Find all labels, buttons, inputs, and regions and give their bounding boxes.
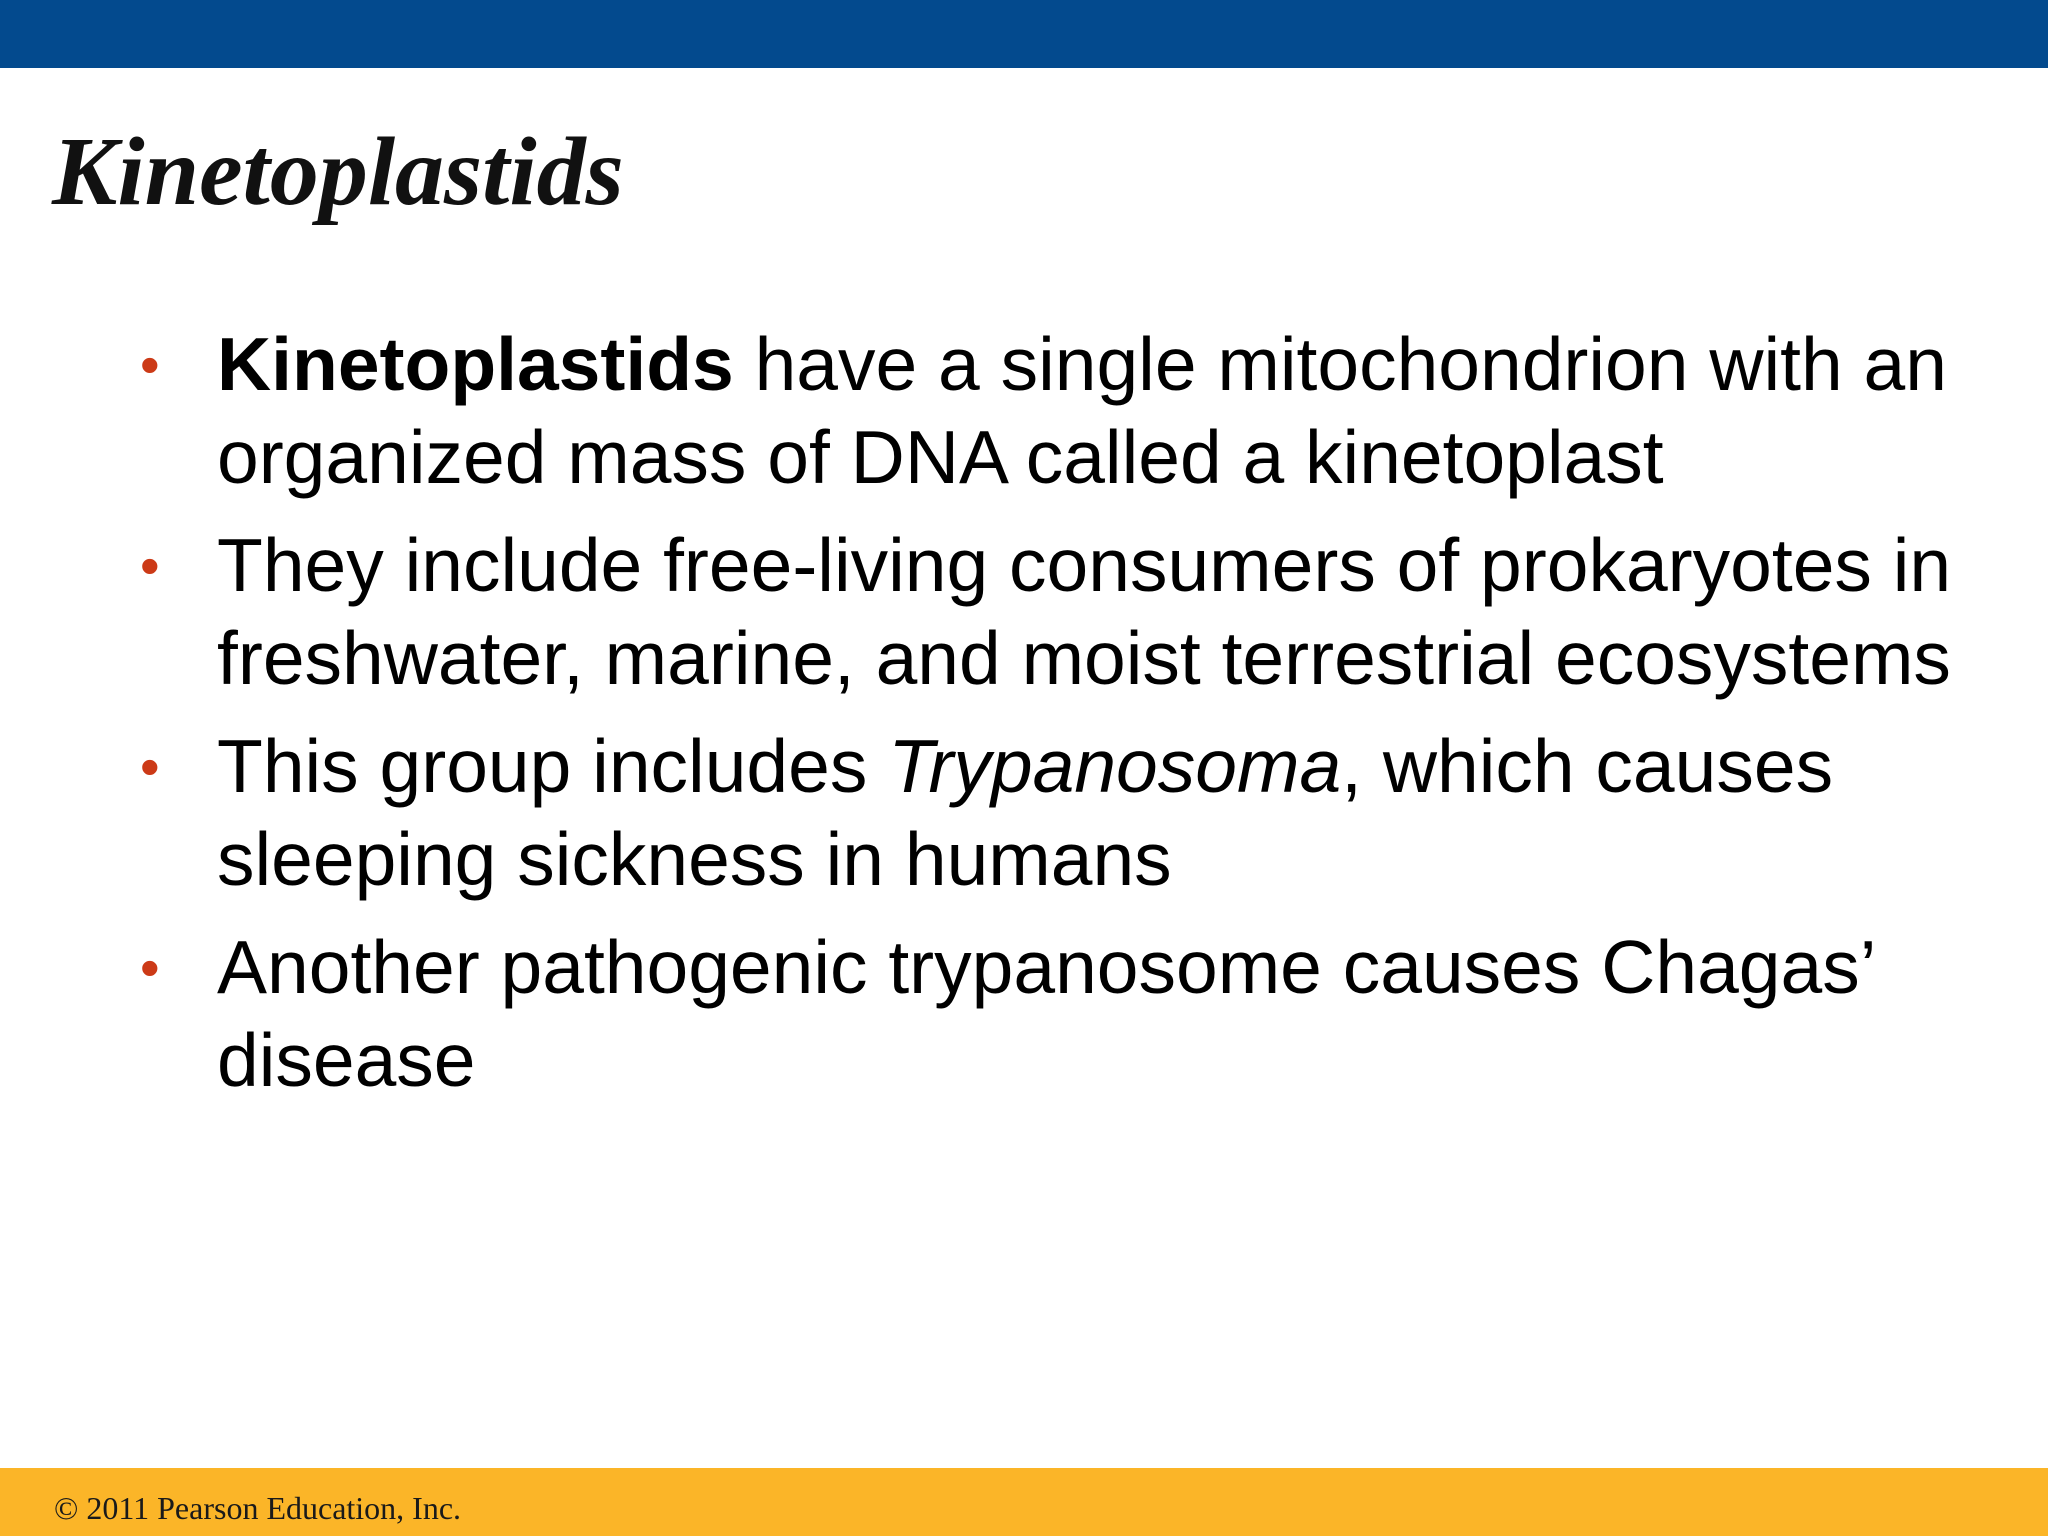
bullet-list — [0, 318, 2048, 1122]
bullet-item — [0, 519, 2048, 705]
bullet-term: Kinetoplastids — [217, 322, 734, 406]
bullet-segment: have a single mitochondrion with an organized mass of DNA called a kinetoplast — [217, 322, 1947, 499]
bullet-text — [217, 523, 1951, 700]
bullet-text — [217, 322, 1947, 499]
bullet-italic-term: Trypanosoma — [888, 724, 1342, 808]
copyright-notice: © 2011 Pearson Education, Inc. — [54, 1490, 462, 1526]
bullet-text — [217, 925, 1874, 1102]
bullet-segment: Another pathogenic trypanosome causes Chagas’ disease — [217, 925, 1874, 1102]
bullet-item — [0, 720, 2048, 906]
slide-title: Kinetoplastids — [52, 118, 624, 226]
bullet-segment: They include free-living consumers of prokaryotes in freshwater, marine, and moist terrestrial ecosystems — [217, 523, 1952, 700]
bullet-item — [0, 921, 2048, 1107]
top-banner — [0, 0, 2048, 68]
bullet-segment: This group includes — [217, 724, 889, 808]
bullet-dot-icon: • — [140, 735, 160, 798]
bullet-text — [217, 724, 1833, 901]
bullet-dot-icon: • — [140, 333, 160, 396]
bullet-dot-icon: • — [140, 936, 160, 999]
bullet-item — [0, 318, 2048, 504]
bullet-dot-icon: • — [140, 534, 160, 597]
bullet-segment: , which causes sleeping sickness in humans — [217, 724, 1834, 901]
